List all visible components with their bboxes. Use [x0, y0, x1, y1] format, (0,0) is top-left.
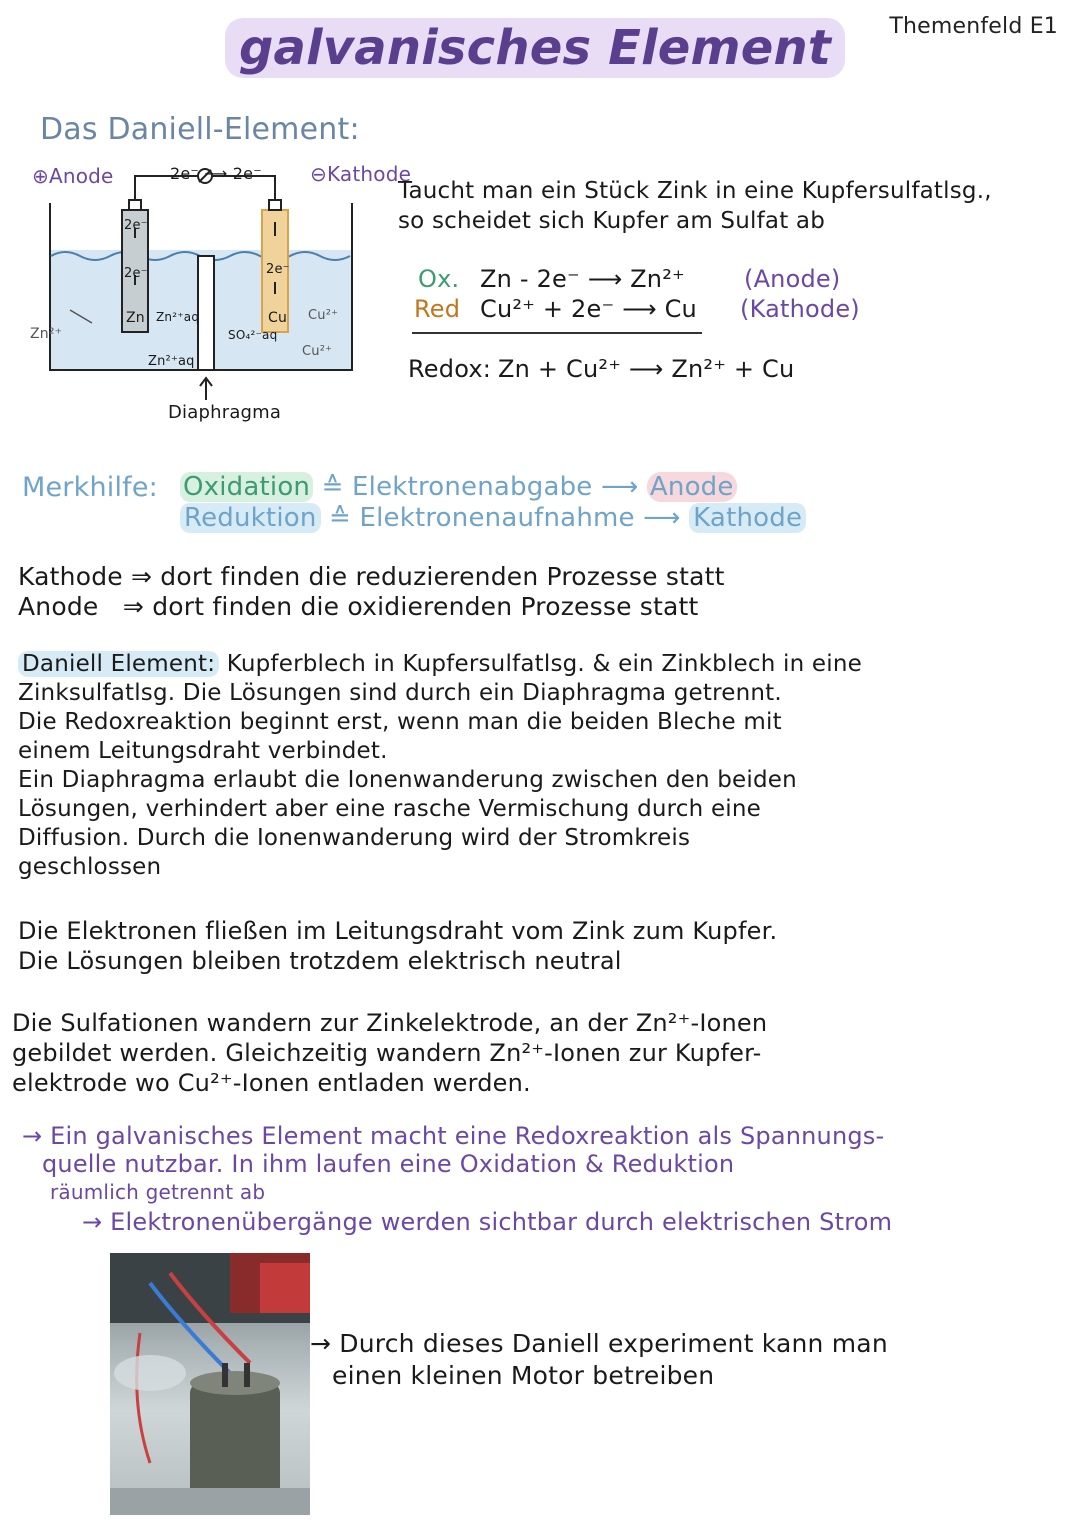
daniell-line-7: Diffusion. Durch die Ionenwanderung wird der Stromkreis [18, 825, 691, 851]
photo-caption-line-2: einen kleinen Motor betreiben [332, 1361, 715, 1390]
explanation-line-2: so scheidet sich Kupfer am Sulfat ab [398, 208, 826, 234]
summary-sub: → Elektronenübergänge werden sichtbar durch elektrischen Strom [82, 1208, 893, 1236]
daniell-line-4: einem Leitungsdraht verbindet. [18, 738, 388, 764]
sulfate-paragraph [12, 1008, 1062, 1098]
sulfate-line-1: Die Sulfationen wandern zur Zinkelektrode, an der Zn²⁺-Ionen [12, 1009, 768, 1037]
topic-label: Themenfeld E1 [889, 14, 1058, 39]
daniell-line-3: Die Redoxreaktion beginnt erst, wenn man die beiden Bleche mit [18, 709, 782, 735]
ox-note: (Anode) [744, 265, 841, 293]
daniell-cell-drawing [30, 158, 410, 428]
merkhilfe-oxidation: Oxidation [180, 472, 313, 502]
experiment-photo [110, 1253, 310, 1515]
merkhilfe-red-line [180, 503, 806, 533]
merkhilfe-red-rest: ≙ Elektronenaufnahme ⟶ [329, 503, 681, 533]
left-electron-1: 2e⁻ [124, 218, 148, 233]
right-electron-label: 2e⁻ [266, 262, 290, 277]
equation-divider [412, 332, 702, 334]
electrons-line-2: Die Lösungen bleiben trotzdem elektrisch neutral [18, 947, 622, 975]
sulfate-line-2: gebildet werden. Gleichzeitig wandern Zn²⁺-Ionen zur Kupfer- [12, 1039, 762, 1067]
diaphragm-label: Diaphragma [168, 402, 282, 423]
daniell-paragraph [18, 650, 1058, 882]
definition-kathode: Kathode ⇒ dort finden die reduzierenden Prozesse statt [18, 562, 725, 591]
daniell-line-1: Daniell Element: Kupferblech in Kupfersulfatlsg. & ein Zinkblech in eine [18, 650, 1058, 679]
cathode-label: ⊖Kathode [310, 162, 412, 186]
photo-caption [310, 1328, 888, 1392]
redox-equation: Zn + Cu²⁺ ⟶ Zn²⁺ + Cu [498, 355, 795, 383]
merkhilfe-reduktion: Reduktion [180, 503, 321, 533]
zn-ion-label: Zn²⁺ [30, 326, 63, 342]
cu-ion-2-label: Cu²⁺ [302, 344, 333, 359]
summary-line-2: quelle nutzbar. In ihm laufen eine Oxidation & Reduktion [42, 1150, 735, 1178]
ox-label: Ox. [418, 265, 460, 293]
definition-anode: Anode ⇒ dort finden die oxidierenden Prozesse statt [18, 592, 699, 621]
daniell-diagram [30, 158, 410, 428]
electrons-line-1: Die Elektronen fließen im Leitungsdraht vom Zink zum Kupfer. [18, 917, 778, 945]
daniell-line-8: geschlossen [18, 854, 162, 880]
zn-label: Zn [126, 310, 145, 326]
merkhilfe-kathode: Kathode [689, 503, 806, 533]
daniell-line-5: Ein Diaphragma erlaubt die Ionenwanderung zwischen den beiden [18, 767, 797, 793]
electrons-paragraph [18, 916, 1058, 976]
merkhilfe-ox-line [180, 472, 737, 502]
summary-line-3: räumlich getrennt ab [50, 1180, 266, 1204]
merkhilfe-label: Merkhilfe: [22, 472, 158, 503]
daniell-line-6: Lösungen, verhindert aber eine rasche Vermischung durch eine [18, 796, 762, 822]
sulfate-label: SO₄²⁻aq [228, 328, 278, 342]
anode-label: ⊕Anode [32, 164, 114, 188]
red-equation: Cu²⁺ + 2e⁻ ⟶ Cu [480, 295, 697, 323]
zn-aq-2-label: Zn²⁺aq [148, 354, 195, 369]
photo-caption-line-1: → Durch dieses Daniell experiment kann man [310, 1329, 888, 1358]
explanation-line-1: Taucht man ein Stück Zink in eine Kupfersulfatlsg., [398, 178, 992, 204]
cu-ion-1-label: Cu²⁺ [308, 308, 339, 323]
section-heading: Das Daniell-Element: [40, 112, 360, 147]
merkhilfe-ox-rest: ≙ Elektronenabgabe ⟶ [321, 472, 639, 502]
daniell-line-2: Zinksulfatlsg. Die Lösungen sind durch ein Diaphragma getrennt. [18, 680, 782, 706]
cu-label: Cu [268, 310, 288, 326]
electron-flow-label: 2e⁻ ⟶ 2e⁻ [170, 164, 262, 183]
experiment-photo-drawing [110, 1253, 310, 1515]
red-note: (Kathode) [740, 295, 860, 323]
red-label: Red [414, 295, 461, 323]
daniell-term: Daniell Element: [18, 651, 219, 677]
sulfate-line-3: elektrode wo Cu²⁺-Ionen entladen werden. [12, 1069, 531, 1097]
redox-label: Redox: [408, 355, 492, 383]
merkhilfe-anode: Anode [647, 472, 737, 502]
page-title: galvanisches Element [225, 18, 845, 78]
left-electron-2: 2e⁻ [124, 266, 148, 281]
ox-equation: Zn - 2e⁻ ⟶ Zn²⁺ [480, 265, 685, 293]
summary-paragraph [22, 1122, 1072, 1236]
summary-line-1: → Ein galvanisches Element macht eine Redoxreaktion als Spannungs- [22, 1122, 885, 1150]
zn-aq-label: Zn²⁺aq [156, 310, 200, 324]
